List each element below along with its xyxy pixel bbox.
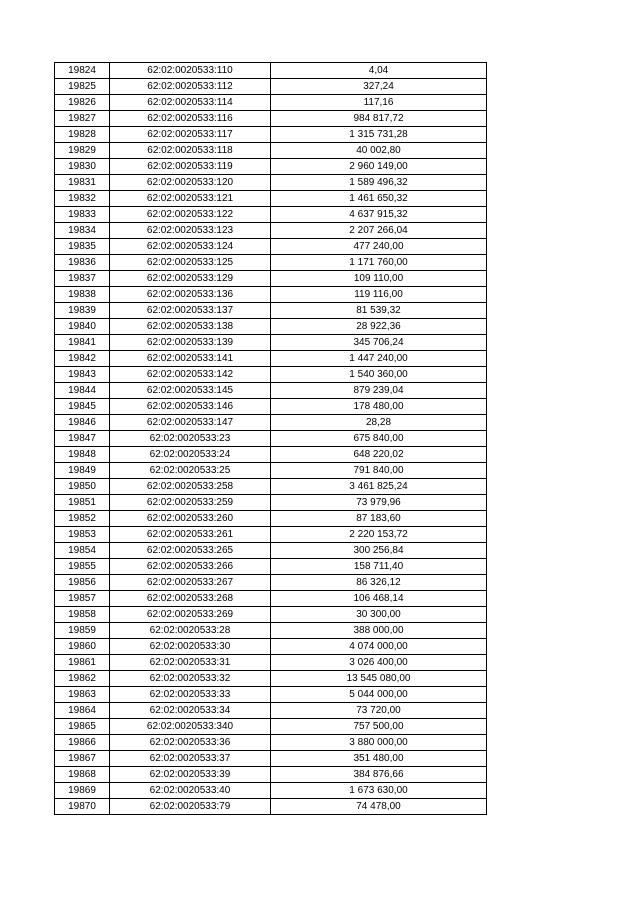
- table-row: [55, 511, 487, 527]
- value-cell: 178 480,00: [271, 399, 487, 415]
- value-cell: 2 960 149,00: [271, 159, 487, 175]
- table-row: [55, 95, 487, 111]
- table-row: [55, 607, 487, 623]
- row-number-cell: 19847: [55, 431, 110, 447]
- cadastral-number-cell: 62:02:0020533:125: [110, 255, 271, 271]
- cadastral-number-cell: 62:02:0020533:139: [110, 335, 271, 351]
- table-row: [55, 399, 487, 415]
- value-cell: 1 540 360,00: [271, 367, 487, 383]
- table-row: [55, 143, 487, 159]
- table-row: [55, 735, 487, 751]
- cadastral-number-cell: 62:02:0020533:112: [110, 79, 271, 95]
- table-row: [55, 575, 487, 591]
- cadastral-number-cell: 62:02:0020533:260: [110, 511, 271, 527]
- table-row: [55, 271, 487, 287]
- cadastral-number-cell: 62:02:0020533:34: [110, 703, 271, 719]
- row-number-cell: 19840: [55, 319, 110, 335]
- cadastral-number-cell: 62:02:0020533:340: [110, 719, 271, 735]
- row-number-cell: 19863: [55, 687, 110, 703]
- row-number-cell: 19835: [55, 239, 110, 255]
- cadastral-number-cell: 62:02:0020533:129: [110, 271, 271, 287]
- row-number-cell: 19827: [55, 111, 110, 127]
- value-cell: 1 673 630,00: [271, 783, 487, 799]
- row-number-cell: 19851: [55, 495, 110, 511]
- cadastral-number-cell: 62:02:0020533:259: [110, 495, 271, 511]
- table-row: [55, 671, 487, 687]
- cadastral-number-cell: 62:02:0020533:79: [110, 799, 271, 815]
- table-row: [55, 383, 487, 399]
- value-cell: 1 461 650,32: [271, 191, 487, 207]
- cadastral-number-cell: 62:02:0020533:25: [110, 463, 271, 479]
- row-number-cell: 19833: [55, 207, 110, 223]
- value-cell: 3 026 400,00: [271, 655, 487, 671]
- table-row: [55, 639, 487, 655]
- row-number-cell: 19837: [55, 271, 110, 287]
- cadastral-number-cell: 62:02:0020533:136: [110, 287, 271, 303]
- cadastral-number-cell: 62:02:0020533:269: [110, 607, 271, 623]
- table-row: [55, 335, 487, 351]
- value-cell: 73 720,00: [271, 703, 487, 719]
- cadastral-number-cell: 62:02:0020533:116: [110, 111, 271, 127]
- row-number-cell: 19843: [55, 367, 110, 383]
- value-cell: 345 706,24: [271, 335, 487, 351]
- cadastral-number-cell: 62:02:0020533:119: [110, 159, 271, 175]
- value-cell: 477 240,00: [271, 239, 487, 255]
- value-cell: 28 922,36: [271, 319, 487, 335]
- row-number-cell: 19830: [55, 159, 110, 175]
- value-cell: 1 171 760,00: [271, 255, 487, 271]
- cadastral-number-cell: 62:02:0020533:120: [110, 175, 271, 191]
- value-cell: 300 256,84: [271, 543, 487, 559]
- value-cell: 388 000,00: [271, 623, 487, 639]
- value-cell: 4 074 000,00: [271, 639, 487, 655]
- table-row: [55, 367, 487, 383]
- table-row: [55, 239, 487, 255]
- value-cell: 984 817,72: [271, 111, 487, 127]
- cadastral-number-cell: 62:02:0020533:142: [110, 367, 271, 383]
- value-cell: 675 840,00: [271, 431, 487, 447]
- value-cell: 791 840,00: [271, 463, 487, 479]
- value-cell: 106 468,14: [271, 591, 487, 607]
- cadastral-value-table: [54, 62, 487, 815]
- cadastral-number-cell: 62:02:0020533:124: [110, 239, 271, 255]
- table-row: [55, 703, 487, 719]
- row-number-cell: 19838: [55, 287, 110, 303]
- cadastral-number-cell: 62:02:0020533:31: [110, 655, 271, 671]
- value-cell: 879 239,04: [271, 383, 487, 399]
- row-number-cell: 19831: [55, 175, 110, 191]
- value-cell: 4 637 915,32: [271, 207, 487, 223]
- value-cell: 1 447 240,00: [271, 351, 487, 367]
- row-number-cell: 19861: [55, 655, 110, 671]
- cadastral-number-cell: 62:02:0020533:114: [110, 95, 271, 111]
- row-number-cell: 19825: [55, 79, 110, 95]
- row-number-cell: 19864: [55, 703, 110, 719]
- table-row: [55, 687, 487, 703]
- cadastral-number-cell: 62:02:0020533:146: [110, 399, 271, 415]
- value-cell: 73 979,96: [271, 495, 487, 511]
- cadastral-number-cell: 62:02:0020533:36: [110, 735, 271, 751]
- row-number-cell: 19850: [55, 479, 110, 495]
- row-number-cell: 19852: [55, 511, 110, 527]
- value-cell: 40 002,80: [271, 143, 487, 159]
- cadastral-number-cell: 62:02:0020533:30: [110, 639, 271, 655]
- table-row: [55, 415, 487, 431]
- cadastral-number-cell: 62:02:0020533:261: [110, 527, 271, 543]
- table-row: [55, 159, 487, 175]
- value-cell: 3 880 000,00: [271, 735, 487, 751]
- row-number-cell: 19853: [55, 527, 110, 543]
- cadastral-number-cell: 62:02:0020533:118: [110, 143, 271, 159]
- table-row: [55, 495, 487, 511]
- value-cell: 13 545 080,00: [271, 671, 487, 687]
- cadastral-number-cell: 62:02:0020533:147: [110, 415, 271, 431]
- cadastral-number-cell: 62:02:0020533:110: [110, 63, 271, 79]
- table-row: [55, 111, 487, 127]
- table-row: [55, 751, 487, 767]
- table-row: [55, 127, 487, 143]
- row-number-cell: 19868: [55, 767, 110, 783]
- row-number-cell: 19857: [55, 591, 110, 607]
- cadastral-number-cell: 62:02:0020533:137: [110, 303, 271, 319]
- cadastral-number-cell: 62:02:0020533:268: [110, 591, 271, 607]
- row-number-cell: 19846: [55, 415, 110, 431]
- value-cell: 1 589 496,32: [271, 175, 487, 191]
- table-row: [55, 255, 487, 271]
- row-number-cell: 19839: [55, 303, 110, 319]
- value-cell: 117,16: [271, 95, 487, 111]
- cadastral-number-cell: 62:02:0020533:117: [110, 127, 271, 143]
- row-number-cell: 19869: [55, 783, 110, 799]
- table-row: [55, 799, 487, 815]
- value-cell: 86 326,12: [271, 575, 487, 591]
- row-number-cell: 19836: [55, 255, 110, 271]
- table-row: [55, 351, 487, 367]
- cadastral-number-cell: 62:02:0020533:122: [110, 207, 271, 223]
- value-cell: 87 183,60: [271, 511, 487, 527]
- row-number-cell: 19854: [55, 543, 110, 559]
- cadastral-number-cell: 62:02:0020533:23: [110, 431, 271, 447]
- cadastral-number-cell: 62:02:0020533:267: [110, 575, 271, 591]
- value-cell: 648 220,02: [271, 447, 487, 463]
- table-row: [55, 207, 487, 223]
- row-number-cell: 19867: [55, 751, 110, 767]
- cadastral-number-cell: 62:02:0020533:258: [110, 479, 271, 495]
- table-row: [55, 767, 487, 783]
- value-cell: 28,28: [271, 415, 487, 431]
- value-cell: 4,04: [271, 63, 487, 79]
- row-number-cell: 19865: [55, 719, 110, 735]
- table-row: [55, 543, 487, 559]
- table-row: [55, 719, 487, 735]
- value-cell: 158 711,40: [271, 559, 487, 575]
- row-number-cell: 19832: [55, 191, 110, 207]
- table-row: [55, 287, 487, 303]
- row-number-cell: 19842: [55, 351, 110, 367]
- table-row: [55, 63, 487, 79]
- row-number-cell: 19834: [55, 223, 110, 239]
- row-number-cell: 19824: [55, 63, 110, 79]
- cadastral-number-cell: 62:02:0020533:28: [110, 623, 271, 639]
- table-row: [55, 623, 487, 639]
- row-number-cell: 19860: [55, 639, 110, 655]
- cadastral-number-cell: 62:02:0020533:145: [110, 383, 271, 399]
- cadastral-number-cell: 62:02:0020533:141: [110, 351, 271, 367]
- cadastral-number-cell: 62:02:0020533:40: [110, 783, 271, 799]
- table-row: [55, 175, 487, 191]
- row-number-cell: 19828: [55, 127, 110, 143]
- row-number-cell: 19856: [55, 575, 110, 591]
- cadastral-number-cell: 62:02:0020533:265: [110, 543, 271, 559]
- row-number-cell: 19845: [55, 399, 110, 415]
- value-cell: 757 500,00: [271, 719, 487, 735]
- cadastral-number-cell: 62:02:0020533:37: [110, 751, 271, 767]
- cadastral-number-cell: 62:02:0020533:123: [110, 223, 271, 239]
- value-cell: 1 315 731,28: [271, 127, 487, 143]
- table-row: [55, 431, 487, 447]
- table-row: [55, 191, 487, 207]
- table-row: [55, 303, 487, 319]
- cadastral-number-cell: 62:02:0020533:33: [110, 687, 271, 703]
- row-number-cell: 19844: [55, 383, 110, 399]
- value-cell: 3 461 825,24: [271, 479, 487, 495]
- value-cell: 327,24: [271, 79, 487, 95]
- cadastral-number-cell: 62:02:0020533:138: [110, 319, 271, 335]
- row-number-cell: 19866: [55, 735, 110, 751]
- table-row: [55, 319, 487, 335]
- value-cell: 384 876,66: [271, 767, 487, 783]
- value-cell: 2 220 153,72: [271, 527, 487, 543]
- row-number-cell: 19862: [55, 671, 110, 687]
- row-number-cell: 19848: [55, 447, 110, 463]
- cadastral-number-cell: 62:02:0020533:266: [110, 559, 271, 575]
- table-row: [55, 783, 487, 799]
- table-row: [55, 479, 487, 495]
- table-row: [55, 463, 487, 479]
- row-number-cell: 19841: [55, 335, 110, 351]
- value-cell: 351 480,00: [271, 751, 487, 767]
- cadastral-number-cell: 62:02:0020533:24: [110, 447, 271, 463]
- row-number-cell: 19858: [55, 607, 110, 623]
- value-cell: 119 116,00: [271, 287, 487, 303]
- row-number-cell: 19859: [55, 623, 110, 639]
- cadastral-number-cell: 62:02:0020533:121: [110, 191, 271, 207]
- table-row: [55, 447, 487, 463]
- cadastral-number-cell: 62:02:0020533:39: [110, 767, 271, 783]
- table-row: [55, 655, 487, 671]
- value-cell: 109 110,00: [271, 271, 487, 287]
- table-body: [55, 63, 487, 815]
- table-row: [55, 591, 487, 607]
- value-cell: 74 478,00: [271, 799, 487, 815]
- row-number-cell: 19826: [55, 95, 110, 111]
- cadastral-number-cell: 62:02:0020533:32: [110, 671, 271, 687]
- row-number-cell: 19870: [55, 799, 110, 815]
- value-cell: 30 300,00: [271, 607, 487, 623]
- row-number-cell: 19855: [55, 559, 110, 575]
- table-row: [55, 79, 487, 95]
- row-number-cell: 19829: [55, 143, 110, 159]
- value-cell: 2 207 266,04: [271, 223, 487, 239]
- value-cell: 5 044 000,00: [271, 687, 487, 703]
- table-row: [55, 223, 487, 239]
- table-row: [55, 527, 487, 543]
- table-row: [55, 559, 487, 575]
- value-cell: 81 539,32: [271, 303, 487, 319]
- row-number-cell: 19849: [55, 463, 110, 479]
